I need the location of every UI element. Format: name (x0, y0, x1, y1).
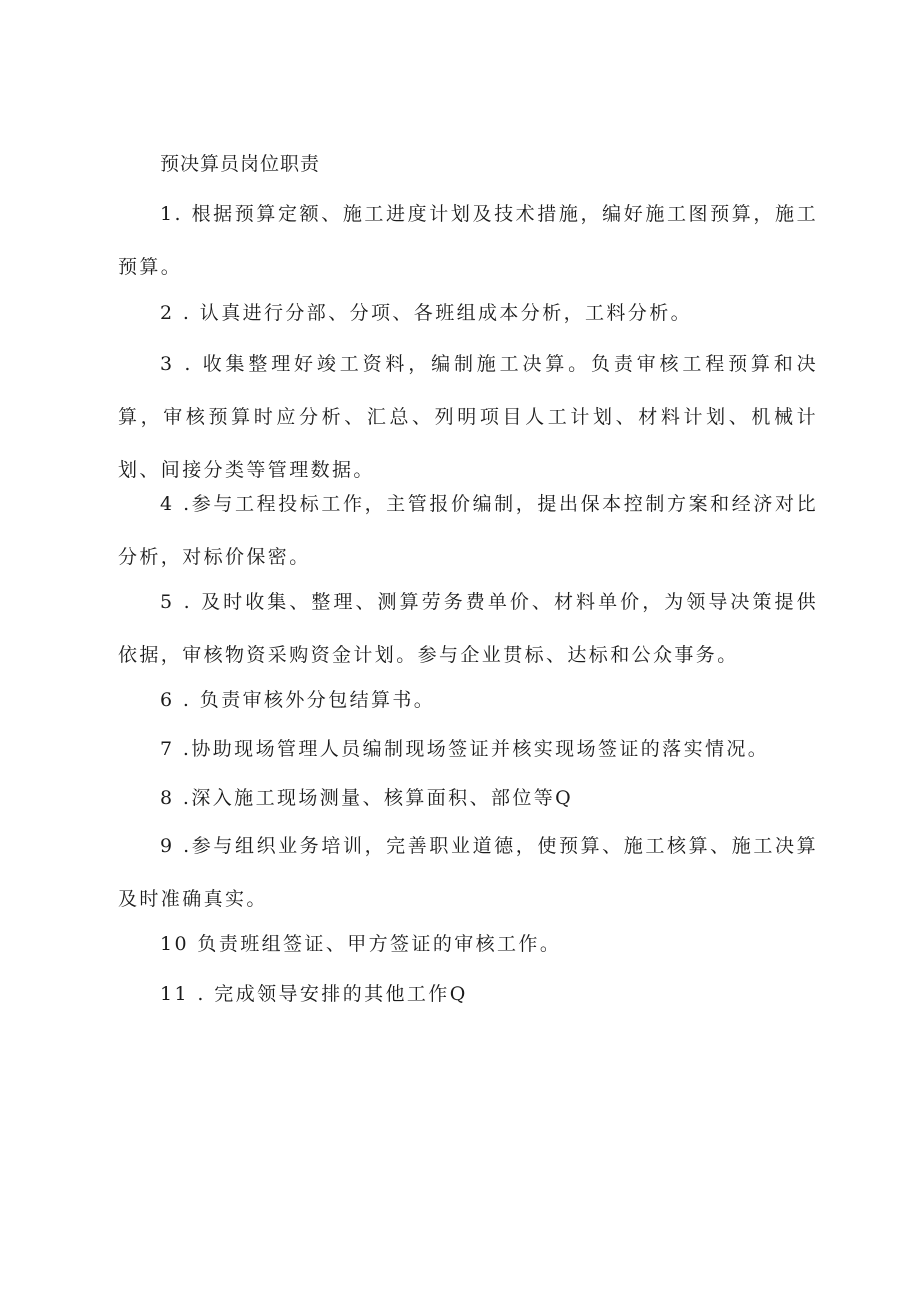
duty-item-8: 8 .深入施工现场测量、核算面积、部位等Q (160, 787, 574, 809)
duty-item-1: 1. 根据预算定额、施工进度计划及技术措施，编好施工图预算，施工预算。 (118, 203, 818, 278)
duty-item-4: 4 .参与工程投标工作，主管报价编制，提出保本控制方案和经济对比分析，对标价保密。 (118, 493, 818, 568)
duty-item-10: 10 负责班组签证、甲方签证的审核工作。 (160, 933, 562, 955)
document-title: 预决算员岗位职责 (160, 153, 321, 175)
duty-item-6: 6 . 负责审核外分包结算书。 (160, 689, 436, 711)
duty-item-5: 5 . 及时收集、整理、测算劳务费单价、材料单价，为领导决策提供依据，审核物资采购资金计划。参与企业贯标、达标和公众事务。 (118, 591, 818, 666)
duty-item-11: 11 . 完成领导安排的其他工作Q (160, 983, 468, 1005)
duty-item-9: 9 .参与组织业务培训，完善职业道德，使预算、施工核算、施工决算及时准确真实。 (118, 835, 818, 910)
duty-item-7: 7 .协助现场管理人员编制现场签证并核实现场签证的落实情况。 (160, 738, 770, 760)
duty-item-2: 2 . 认真进行分部、分项、各班组成本分析，工料分析。 (160, 302, 693, 324)
duty-item-3: 3 . 收集整理好竣工资料，编制施工决算。负责审核工程预算和决算，审核预算时应分析、汇总、列明项目人工计划、材料计划、机械计划、间接分类等管理数据。 (118, 353, 818, 481)
